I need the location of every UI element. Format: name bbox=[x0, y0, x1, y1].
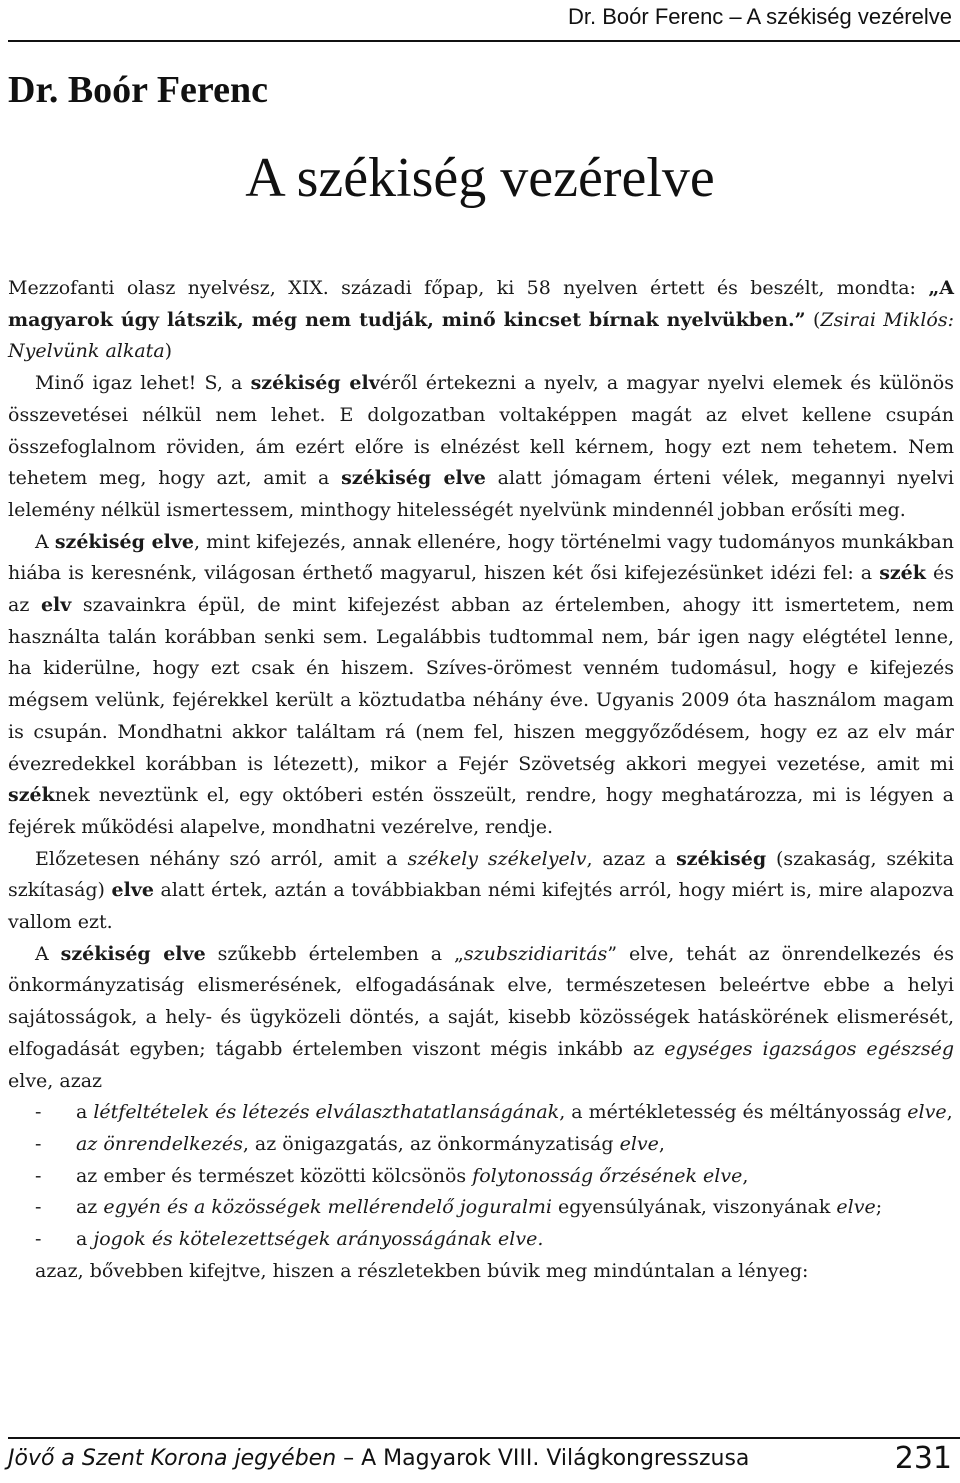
paragraph bbox=[8, 1256, 954, 1288]
text-run: alatt jómagam érteni vélek, megannyi nyelvi lelemény nélkül ismertessem, minthogy hitelességét nyelvünk mindennél jobban erősíti meg. bbox=[8, 467, 954, 521]
bold-text: székiség bbox=[676, 847, 767, 870]
article-title: A székiség vezérelve bbox=[245, 147, 715, 209]
italic-text: egységes igazságos egészség bbox=[664, 1037, 954, 1060]
italic-text: jogok és kötelezettségek arányosságának elve. bbox=[93, 1228, 544, 1251]
italic-text: az önrendelkezés bbox=[75, 1132, 243, 1155]
italic-text: folytonosság őrzésének elve bbox=[472, 1164, 743, 1187]
bold-text: „A magyarok úgy látszik, még nem tudják, minő kincset bírnak nyelvükben.” bbox=[8, 277, 954, 331]
paragraph bbox=[8, 844, 954, 939]
text-run: A bbox=[35, 942, 61, 965]
text-run: - az ember és természet közötti kölcsönös bbox=[35, 1164, 473, 1187]
text-run: , bbox=[742, 1164, 749, 1187]
italic-text: létfeltételek és létezés elválaszthatatlanságának bbox=[93, 1101, 560, 1124]
text-run: nek neveztünk el, egy októberi estén összeült, rendre, hogy meghatározza, mi is légyen a fejérek működési alapelve, mondhatni vezérelve, rendje. bbox=[8, 784, 954, 838]
paragraph bbox=[8, 527, 954, 844]
italic-text: székely székelyelv bbox=[407, 847, 587, 870]
text-run: Előzetesen néhány szó arról, amit a bbox=[35, 847, 408, 870]
author-name: Dr. Boór Ferenc bbox=[8, 69, 268, 111]
text-run: ) bbox=[164, 340, 173, 363]
text-run: A bbox=[35, 530, 55, 553]
article-body bbox=[8, 273, 954, 1288]
italic-text: elve bbox=[836, 1196, 876, 1219]
bold-text: székiség elve bbox=[341, 467, 486, 490]
paragraph bbox=[8, 939, 954, 1098]
paragraph bbox=[8, 1129, 954, 1161]
paragraph bbox=[8, 1224, 954, 1256]
paragraph bbox=[8, 1192, 954, 1224]
text-run: , a mértékletesség és méltányosság bbox=[559, 1101, 908, 1124]
text-run: - a bbox=[35, 1101, 94, 1124]
italic-text: szubszidiaritás bbox=[463, 942, 608, 965]
text-run: , azaz a bbox=[586, 847, 677, 870]
footer-publication-subtitle: – A Magyarok VIII. Világkongresszusa bbox=[336, 1446, 750, 1471]
header-rule bbox=[8, 40, 960, 42]
text-run: és az bbox=[8, 562, 954, 617]
text-run: ( bbox=[805, 308, 821, 331]
italic-text: Zsirai Miklós: Nyelvünk alkata bbox=[8, 308, 954, 363]
running-header: Dr. Boór Ferenc – A székiség vezérelve bbox=[568, 4, 952, 29]
text-run: , az önigazgatás, az önkormányzatiság bbox=[242, 1132, 620, 1155]
text-run: , bbox=[658, 1132, 665, 1155]
italic-text: elve bbox=[907, 1101, 947, 1124]
page-number: 231 bbox=[894, 1441, 952, 1476]
bold-text: székiség elve bbox=[54, 530, 194, 553]
paragraph bbox=[8, 1161, 954, 1193]
italic-text: elve bbox=[619, 1132, 659, 1155]
bold-text: székiség elv bbox=[250, 372, 380, 395]
text-run: azaz, bővebben kifejtve, hiszen a részletekben búvik meg mindúntalan a lényeg: bbox=[35, 1259, 809, 1282]
text-run: szűkebb értelemben a „ bbox=[205, 942, 464, 965]
text-run: Minő igaz lehet! S, a bbox=[35, 372, 251, 395]
text-run: alatt értek, aztán a továbbiakban némi kifejtés arról, hogy miért is, mire alapozva vallom ezt. bbox=[8, 879, 954, 934]
text-run: (szakaság, székita szkítaság) bbox=[8, 847, 954, 902]
bold-text: elve bbox=[111, 879, 154, 902]
text-run: éről értekezni a nyelv, a magyar nyelvi elemek és különös összevetései nélkül nem lehet. E dolgozatban voltaképpen magát az elvet kellene csupán összefoglalnom röviden, ám ezért előre is elnézést kell kérnem, hogy ezt nem tehetem. Nem tehetem meg, hogy azt, amit a bbox=[8, 372, 954, 490]
footer-publication-title: Jövő a Szent Korona jegyében bbox=[8, 1446, 337, 1471]
text-run: - bbox=[35, 1132, 76, 1155]
paragraph bbox=[8, 368, 954, 527]
text-run: elve, azaz bbox=[8, 1069, 103, 1092]
text-run: - a bbox=[35, 1228, 94, 1251]
text-run: , mint kifejezés, annak ellenére, hogy történelmi vagy tudományos munkákban hiába is keresnénk, világosan érthető magyarul, hiszen két ősi kifejezésünket idézi fel: a bbox=[8, 530, 954, 585]
paragraph bbox=[8, 1097, 954, 1129]
bold-text: szék bbox=[879, 562, 926, 585]
text-run: ; bbox=[875, 1196, 883, 1219]
text-run: - az bbox=[35, 1196, 104, 1219]
text-run: szavainkra épül, de mint kifejezést abban az értelemben, ahogy itt ismertetem, nem használta talán korábban senki sem. Legalábbis tudtommal nem, bár igen nagy elégtétel lenne, ha kiderülne, hogy ezt csak én hiszem. Szíves-örömest venném tudomásul, hogy e kifejezés mégsem velünk, fejérekkel került a köztudatba néhány éve. Ugyanis 2009 óta használom magam is csupán. Mondhatni akkor találtam rá (nem fel, hiszen meggyőződésem, hogy ez az elv már évezredekkel korábban is létezett), mikor a Fejér Szövetség akkori megyei vezetése, amit mi bbox=[8, 594, 954, 775]
bold-text: székiség elve bbox=[60, 942, 206, 965]
footer-publication bbox=[8, 1446, 749, 1471]
text-run: Mezzofanti olasz nyelvész, XIX. századi főpap, ki 58 nyelven értett és beszélt, mondta: bbox=[8, 277, 929, 299]
bold-text: elv bbox=[40, 594, 72, 617]
bold-text: szék bbox=[8, 784, 55, 807]
text-run: egyensúlyának, viszonyának bbox=[552, 1196, 837, 1219]
paragraph bbox=[8, 273, 954, 368]
text-run: , bbox=[946, 1101, 953, 1124]
italic-text: egyén és a közösségek mellérendelő joguralmi bbox=[103, 1196, 553, 1219]
footer-rule bbox=[8, 1437, 960, 1439]
text-run: ” elve, tehát az önrendelkezés és önkormányzatiság elismerésének, elfogadásának elve, természetesen beleértve ebbe a helyi sajátosságok, a hely- és ügyközeli döntés, a saját, kisebb közösségek hatáskörének elismerését, elfogadását egyben; tágabb értelemben viszont mégis inkább az bbox=[8, 942, 954, 1060]
